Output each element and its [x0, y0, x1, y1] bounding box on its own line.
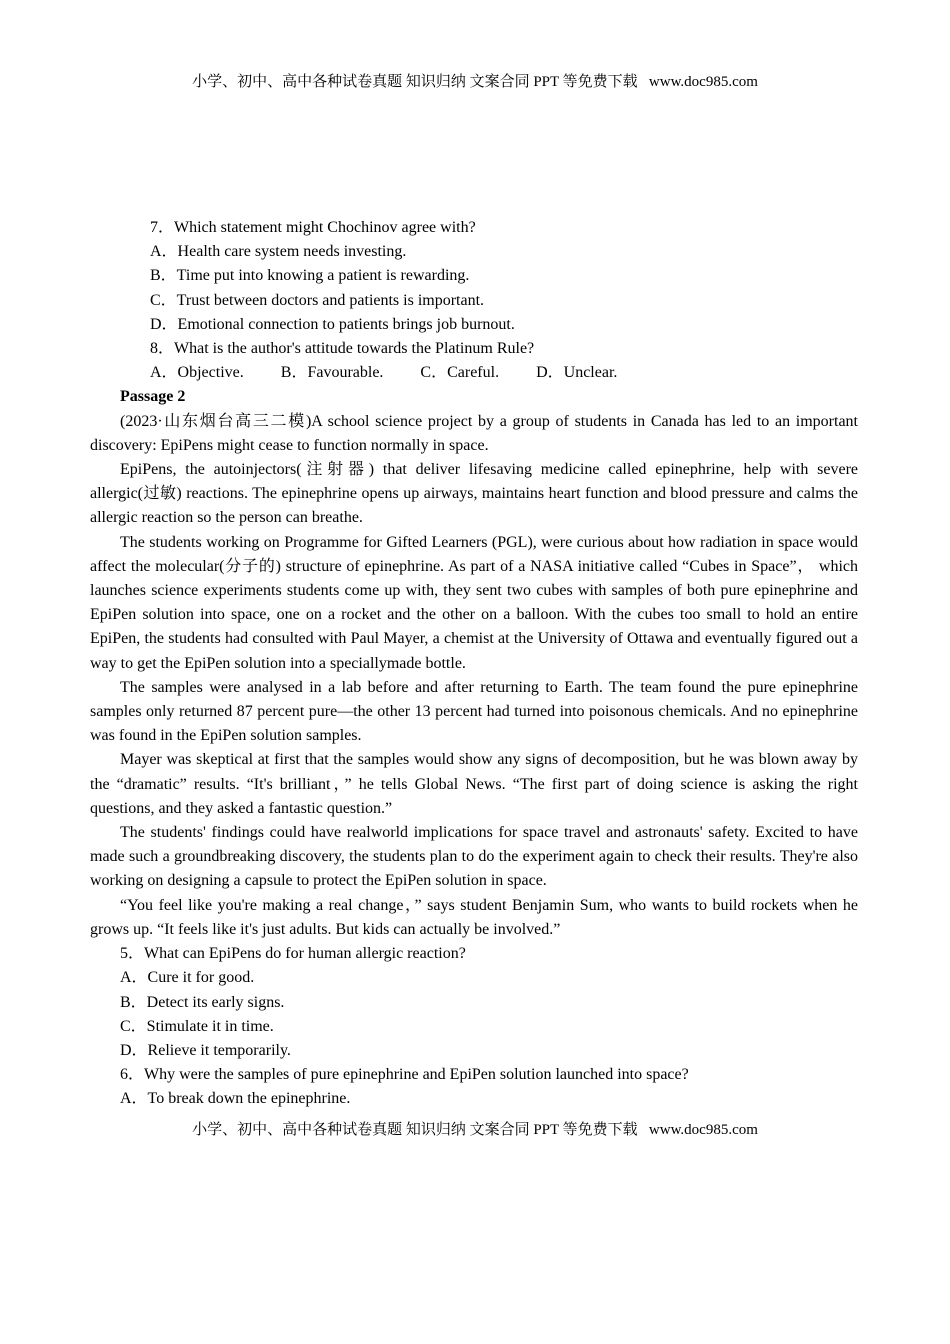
- question-7-option-c: C．Trust between doctors and patients is important.: [150, 291, 485, 309]
- question-5-option-d: D．Relieve it temporarily.: [120, 1041, 291, 1059]
- page-footer: 小学、初中、高中各种试卷真题 知识归纳 文案合同 PPT 等免费下载 www.doc985.com: [192, 1122, 758, 1138]
- question-8: 8．What is the author's attitude towards the Platinum Rule?: [150, 340, 535, 358]
- question-6-option-a: A．To break down the epinephrine.: [120, 1090, 351, 1108]
- passage-2-paragraph-1: (2023·山东烟台高三二模)A school science project by a group of students in Canada has led to an important discovery: EpiPens might cease to function normally in space.: [90, 412, 858, 454]
- question-5: 5．What can EpiPens do for human allergic reaction?: [120, 945, 466, 963]
- page-header: 小学、初中、高中各种试卷真题 知识归纳 文案合同 PPT 等免费下载 www.doc985.com: [192, 74, 758, 90]
- question-8-option-c: C．Careful.: [420, 364, 500, 382]
- passage-2-title: Passage 2: [120, 388, 186, 406]
- passage-2-paragraph-7: “You feel like you're making a real change，” says student Benjamin Sum, who wants to build rockets when he grows up. “It feels like it's just adults. But kids can actually be involved.”: [90, 896, 858, 938]
- question-6: 6．Why were the samples of pure epinephrine and EpiPen solution launched into space?: [120, 1066, 689, 1084]
- question-7-option-b: B．Time put into knowing a patient is rewarding.: [150, 267, 470, 285]
- passage-2-paragraph-4: The samples were analysed in a lab before and after returning to Earth. The team found the pure epinephrine samples only returned 87 percent pure—the other 13 percent had turned into poisonous chemicals. And no epinephrine was found in the EpiPen solution samples.: [90, 678, 858, 745]
- passage-2-paragraph-2: EpiPens, the autoinjectors(注射器) that deliver lifesaving medicine called epinephrine, help with severe allergic(过敏) reactions. The epinephrine opens up airways, maintains heart function and blood pressure and calms the allergic reaction so the person can breathe.: [90, 461, 858, 527]
- question-8-option-a: A．Objective.: [150, 364, 244, 382]
- question-5-block: [90, 942, 858, 1111]
- question-7: 7．Which statement might Chochinov agree with?: [150, 219, 476, 236]
- question-8-options-row: [150, 361, 858, 385]
- question-5-option-c: C．Stimulate it in time.: [120, 1017, 274, 1035]
- question-7-option-a: A．Health care system needs investing.: [150, 243, 407, 261]
- passage-2-paragraph-3: The students working on Programme for Gifted Learners (PGL), were curious about how radiation in space would affect the molecular(分子的) structure of epinephrine. As part of a NASA initiative called “Cubes in Space”， which launches science experiments students come up with, they sent two cubes with samples of both pure epinephrine and EpiPen solution into space, one on a rocket and the other on a balloon. With the cubes too small to hold an entire EpiPen, the students had consulted with Paul Mayer, a chemist at the University of Ottawa and eventually figured out a way to get the EpiPen solution into a speciallymade bottle.: [90, 533, 858, 672]
- question-7-block: [90, 216, 858, 385]
- question-5-option-b: B．Detect its early signs.: [120, 993, 285, 1011]
- question-5-option-a: A．Cure it for good.: [120, 969, 255, 987]
- question-8-option-d: D．Unclear.: [536, 364, 618, 382]
- passage-2-paragraph-5: Mayer was skeptical at first that the samples would show any signs of decomposition, but he was blown away by the “dramatic” results. “It's brilliant，” he tells Global News. “The first part of doing science is asking the right questions, and they asked a fantastic question.”: [90, 751, 858, 817]
- question-7-option-d: D．Emotional connection to patients brings job burnout.: [150, 315, 515, 333]
- question-8-option-b: B．Favourable.: [280, 364, 384, 382]
- passage-2-paragraph-6: The students' findings could have realworld implications for space travel and astronauts' safety. Excited to have made such a groundbreaking discovery, the students plan to do the experiment again to check their results. They're also working on designing a capsule to protect the EpiPen solution in space.: [90, 824, 858, 890]
- document-content: [90, 216, 858, 1112]
